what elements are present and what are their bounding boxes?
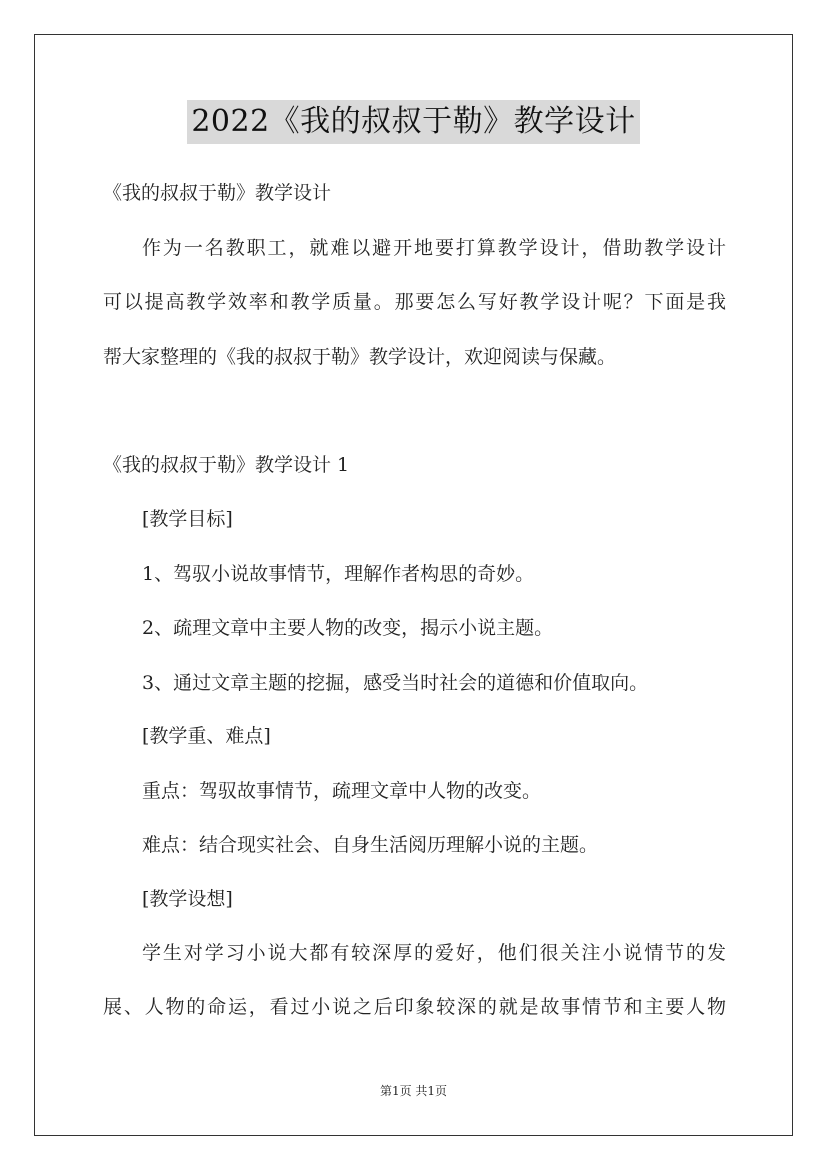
objective-item-1: 1、驾驭小说故事情节，理解作者构思的奇妙。	[142, 563, 535, 585]
page-footer: 第1页 共1页	[379, 1084, 448, 1098]
document-title: 2022《我的叔叔于勒》教学设计	[187, 100, 639, 144]
section-heading: 《我的叔叔于勒》教学设计 1	[103, 454, 350, 476]
objective-item-3: 3、通过文章主题的挖掘，感受当时社会的道德和价值取向。	[142, 672, 649, 694]
concept-line-2: 展、人物的命运，看过小说之后印象较深的就是故事情节和主要人物	[103, 996, 726, 1018]
concept-heading: [教学设想]	[142, 888, 233, 910]
difficult-point: 难点：结合现实社会、自身生活阅历理解小说的主题。	[142, 834, 599, 856]
objectives-heading: [教学目标]	[142, 508, 233, 530]
intro-line-1: 作为一名教职工，就难以避开地要打算教学设计，借助教学设计	[142, 237, 726, 259]
concept-line-1: 学生对学习小说大都有较深厚的爱好，他们很关注小说情节的发	[142, 942, 726, 964]
keypoints-heading: [教学重、难点]	[142, 725, 271, 747]
document-subtitle: 《我的叔叔于勒》教学设计	[103, 182, 332, 204]
title-container	[0, 100, 827, 144]
key-point: 重点：驾驭故事情节，疏理文章中人物的改变。	[142, 780, 542, 802]
objective-item-2: 2、疏理文章中主要人物的改变，揭示小说主题。	[142, 617, 554, 639]
intro-line-2: 可以提高教学效率和教学质量。那要怎么写好教学设计呢？下面是我	[103, 291, 726, 313]
intro-line-3: 帮大家整理的《我的叔叔于勒》教学设计，欢迎阅读与保藏。	[103, 346, 617, 368]
